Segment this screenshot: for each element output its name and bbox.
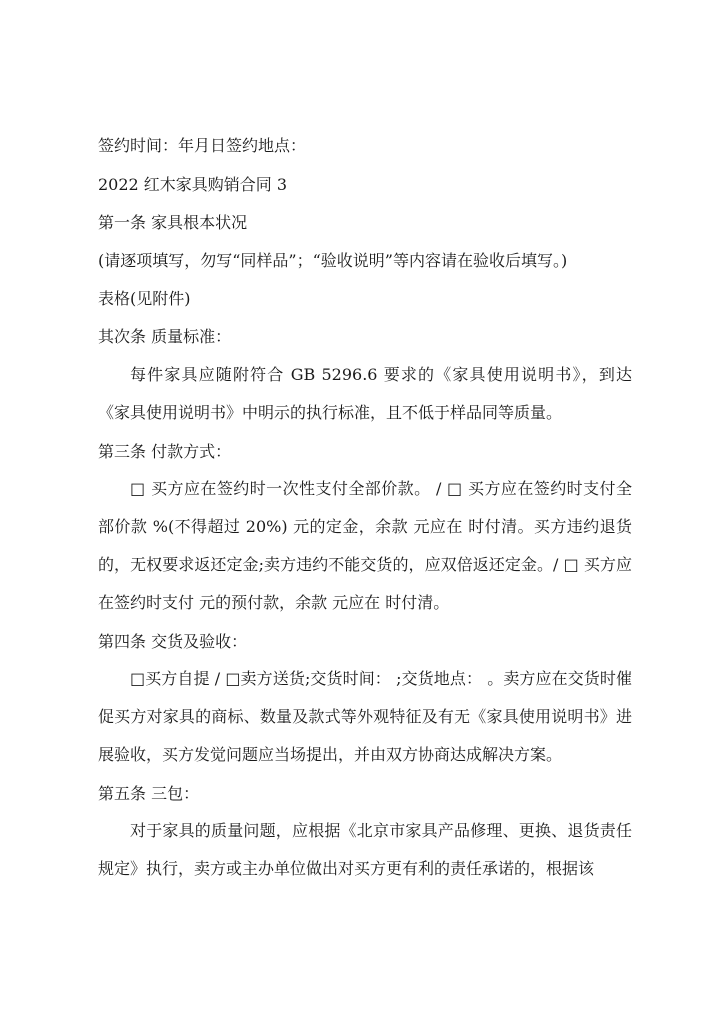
table-reference: 表格(见附件): [98, 289, 191, 308]
article-1-heading: 第一条 家具根本状况: [98, 213, 248, 232]
payment-method-paragraph: □ 买方应在签约时一次性支付全部价款。 / □ 买方应在签约时支付全部价款 %(不得超过 20%) 元的定金，余款 元应在 时付清。买方违约退货的，无权要求返还定金;卖方违约不能交货的，应双倍返还定金。/ □ 买方应在签约时支付 元的预付款，余款 元应在 时付清。: [98, 479, 632, 612]
article-2-heading: 其次条 质量标准：: [98, 327, 232, 346]
quality-standard-paragraph: 每件家具应随附符合 GB 5296.6 要求的《家具使用说明书》，到达《家具使用说明书》中明示的执行标准，且不低于样品同等质量。: [98, 365, 632, 422]
article-5-heading: 第五条 三包：: [98, 784, 200, 803]
article-4-heading: 第四条 交货及验收：: [98, 632, 248, 651]
warranty-paragraph: 对于家具的质量问题，应根据《北京市家具产品修理、更换、退货责任规定》执行，卖方或主办单位做出对买方更有利的责任承诺的，根据该: [98, 821, 632, 878]
document-title: 2022 红木家具购销合同 3: [98, 175, 288, 194]
signing-info-line: 签约时间：年月日签约地点：: [98, 136, 307, 155]
fill-instruction-note: (请逐项填写，勿写“同样品”；“验收说明”等内容请在验收后填写。): [98, 251, 568, 270]
delivery-acceptance-paragraph: □买方自提 / □卖方送货;交货时间： ;交货地点： 。卖方应在交货时催促买方对家具的商标、数量及款式等外观特征及有无《家具使用说明书》进展验收，买方发觉问题应当场提出，并由双方协商达成解决方案。: [98, 669, 632, 764]
article-3-heading: 第三条 付款方式：: [98, 442, 232, 461]
